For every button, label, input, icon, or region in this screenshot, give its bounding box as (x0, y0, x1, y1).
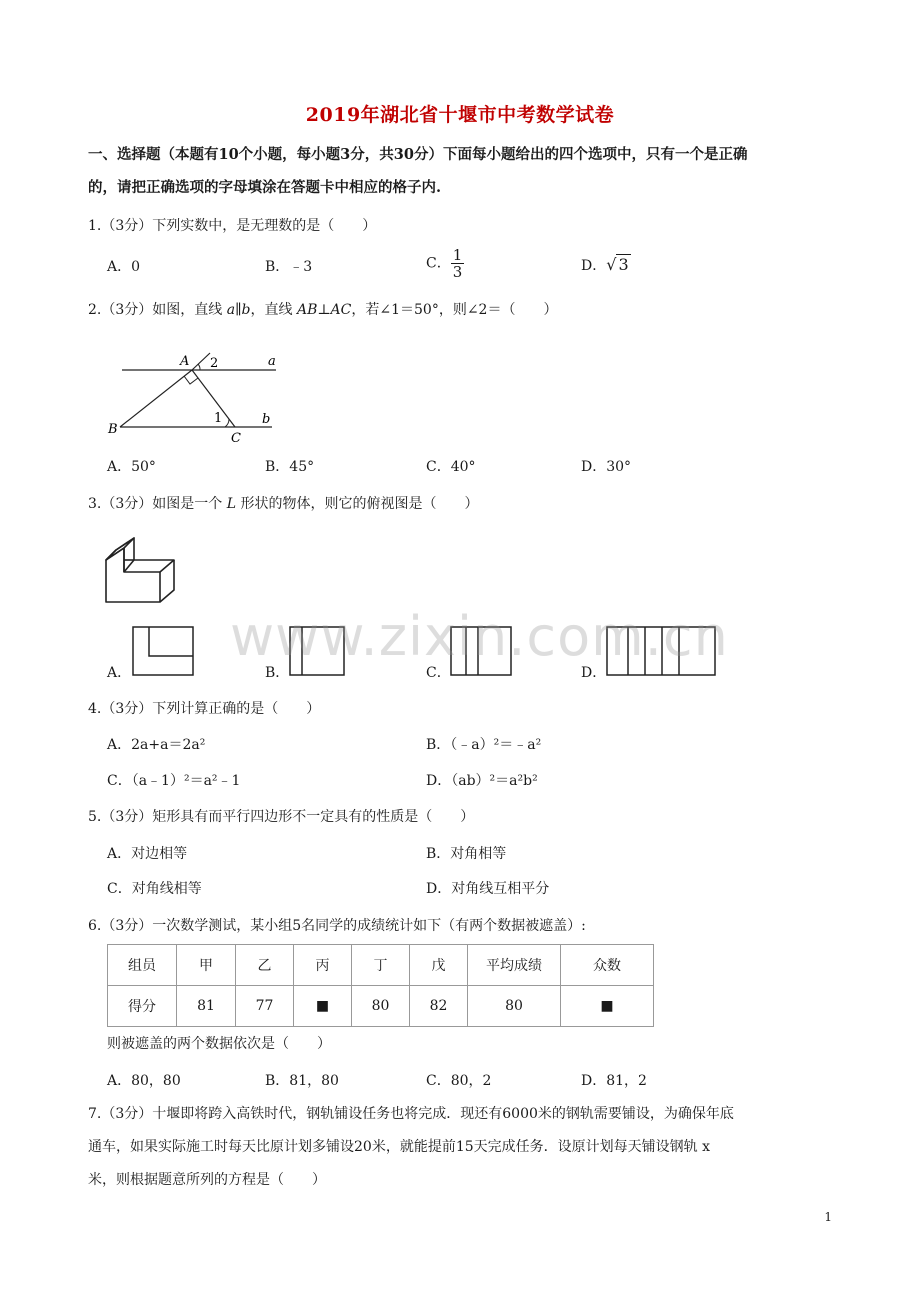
table-header-cell: 组员 (108, 945, 177, 986)
watermark-text: www.zixin.com.cn (230, 605, 729, 668)
fraction (451, 247, 465, 280)
section-line-1: 一、选择题（本题有10个小题，每小题3分，共30分）下面每小题给出的四个选项中，只有一个是正确 (88, 146, 748, 163)
l-solid-top-edges (106, 538, 134, 560)
q7-line-2: 通车，如果实际施工时每天比原计划多铺设20米，就能提前15天完成任务．设原计划每天铺设钢轨 x (88, 1139, 710, 1155)
question-6-stem: 6.（3分）一次数学测试，某小组5名同学的成绩统计如下（有两个数据被遮盖）: (88, 918, 586, 934)
q3-var-l: L (226, 496, 237, 512)
question-1-stem: 1.（3分）下列实数中，是无理数的是（ ） (88, 218, 377, 234)
q1-option-a[interactable]: A．0 (107, 259, 141, 275)
q5-option-b[interactable]: B．对角相等 (426, 846, 507, 862)
question-2-stem (88, 300, 848, 320)
l-shape-solid-figure (104, 530, 184, 608)
question-5-stem: 5.（3分）矩形具有而平行四边形不一定具有的性质是（ ） (88, 809, 475, 825)
q1-option-b[interactable]: B．﹣3 (265, 259, 313, 275)
fraction-denominator: 3 (452, 263, 463, 281)
q6-option-d[interactable]: D．81，2 (581, 1073, 647, 1089)
angle-2-arc (198, 364, 200, 370)
q4-option-a[interactable]: A．2a+a＝2a² (107, 737, 206, 753)
table-cell: 80 (352, 986, 410, 1027)
label-angle-2: 2 (210, 356, 219, 371)
page-title: 2019年湖北省十堰市中考数学试卷 (305, 104, 615, 126)
q2-var-b: b (241, 302, 251, 318)
table-cell-masked: ■ (561, 986, 654, 1027)
table-header-cell: 平均成绩 (468, 945, 561, 986)
table-header-cell: 丙 (294, 945, 352, 986)
q5-option-a[interactable]: A．对边相等 (107, 846, 188, 862)
q2-option-c[interactable]: C．40° (426, 459, 476, 475)
q7-line-3: 米，则根据题意所列的方程是（ ） (88, 1172, 326, 1188)
radicand: 3 (618, 255, 629, 274)
q2-stem-mid: ，直线 (250, 302, 297, 318)
section-line-2: 的，请把正确选项的字母填涂在答题卡中相应的格子内. (88, 179, 442, 196)
score-table (107, 944, 654, 1027)
question-3-stem (88, 494, 848, 514)
q4-option-d[interactable]: D．（ab）²＝a²b² (426, 773, 538, 789)
q3-option-a[interactable]: A． (107, 665, 132, 681)
q1-option-d-label: D． (581, 258, 607, 274)
table-header-cell: 戊 (410, 945, 468, 986)
question-4-stem: 4.（3分）下列计算正确的是（ ） (88, 701, 321, 717)
q6-option-a[interactable]: A．80，80 (107, 1073, 181, 1089)
q2-option-a[interactable]: A．50° (107, 459, 156, 475)
table-cell: 82 (410, 986, 468, 1027)
label-C: C (231, 431, 241, 446)
label-b: b (262, 412, 271, 427)
q2-stem-suffix: ，若∠1＝50°，则∠2＝（ ） (351, 302, 558, 318)
page-number: 1 (824, 1210, 832, 1224)
right-angle-mark (184, 376, 198, 384)
q5-option-c[interactable]: C．对角线相等 (107, 881, 202, 897)
q2-perp-sign: ⊥ (317, 302, 331, 318)
q2-parallel-sign: ∥ (235, 302, 242, 318)
label-A: A (180, 354, 190, 369)
q2-figure (104, 345, 279, 445)
table-header-row (108, 945, 654, 986)
q2-option-b[interactable]: B．45° (265, 459, 315, 475)
q4-option-b[interactable]: B．（﹣a）²＝﹣a² (426, 737, 542, 753)
q3-option-c[interactable]: C． (426, 665, 451, 681)
question-6-follow: 则被遮盖的两个数据依次是（ ） (107, 1036, 331, 1052)
table-cell: 77 (236, 986, 294, 1027)
q1-option-c[interactable] (426, 247, 464, 280)
q4-option-c[interactable]: C．（a﹣1）²＝a²﹣1 (107, 773, 241, 789)
q1-option-c-label: C． (426, 255, 451, 272)
table-header-cell: 甲 (177, 945, 236, 986)
label-a: a (268, 354, 276, 369)
table-header-cell: 众数 (561, 945, 654, 986)
q5-option-d[interactable]: D．对角线互相平分 (426, 881, 550, 897)
q2-seg-ac: AC (330, 302, 352, 318)
q3-option-a-figure[interactable] (132, 626, 194, 676)
segment-ab (120, 370, 192, 427)
table-header-cell: 丁 (352, 945, 410, 986)
l-solid-step-face (124, 560, 174, 572)
q7-line-1: 7.（3分）十堰即将跨入高铁时代，钢轨铺设任务也将完成．现还有6000米的钢轨需要铺设，为确保年底 (88, 1106, 734, 1122)
label-B: B (108, 422, 118, 437)
question-7-stem (88, 1098, 843, 1197)
q3-option-b[interactable]: B． (265, 665, 290, 681)
table-header-cell: 乙 (236, 945, 294, 986)
q2-stem-prefix: 2.（3分）如图，直线 (88, 302, 227, 318)
fraction-numerator: 1 (452, 246, 463, 264)
segment-ab-extension (192, 353, 210, 370)
q2-var-a: a (226, 302, 236, 318)
table-cell: 81 (177, 986, 236, 1027)
q3-stem-suffix: 形状的物体，则它的俯视图是（ ） (236, 496, 479, 512)
q1-option-d[interactable] (581, 255, 631, 276)
table-cell-masked: ■ (294, 986, 352, 1027)
q3-stem-prefix: 3.（3分）如图是一个 (88, 496, 227, 512)
table-row (108, 986, 654, 1027)
table-cell: 80 (468, 986, 561, 1027)
q2-option-d[interactable]: D．30° (581, 459, 632, 475)
table-cell: 得分 (108, 986, 177, 1027)
q2-seg-ab: AB (296, 302, 318, 318)
angle-1-arc (225, 419, 229, 427)
q6-option-b[interactable]: B．81，80 (265, 1073, 339, 1089)
sqrt-expression: √ 3 (606, 255, 629, 274)
q3-option-d[interactable]: D． (581, 665, 607, 681)
q6-option-c[interactable]: C．80，2 (426, 1073, 492, 1089)
section-instructions (88, 138, 838, 204)
label-angle-1: 1 (214, 411, 223, 426)
l-solid-front-face (106, 548, 160, 602)
